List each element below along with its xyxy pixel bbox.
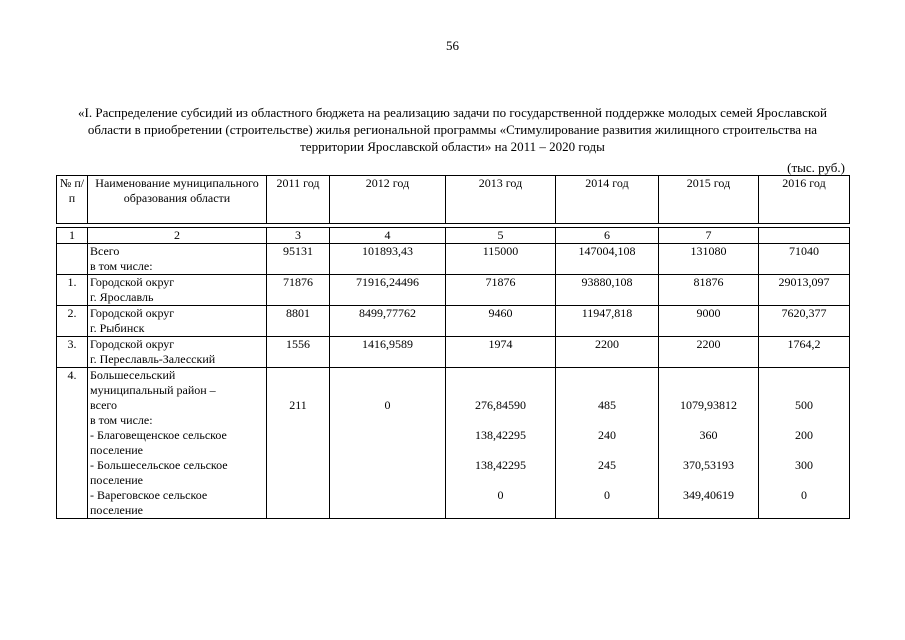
value-cell [759, 368, 850, 519]
row-number: 1. [57, 275, 88, 306]
value-line [332, 458, 443, 473]
value-line: 485 [598, 398, 616, 412]
document-title: «I. Распределение субсидий из областного бюджета на реализацию задачи по государственной поддержке молодых семей Ярославской области в приобретении (строительстве) жилья региональной программы «Стимулирование развития жилищного строительства на территории Ярославской области» на 2011 – 2020 годы [78, 105, 827, 154]
column-number-row [57, 228, 850, 244]
value-line: 0 [604, 488, 610, 502]
name-line: поселение [90, 443, 144, 457]
header-2012: 2012 год [330, 176, 446, 224]
header-2015: 2015 год [659, 176, 759, 224]
page-number: 56 [446, 38, 459, 53]
value-cell: 81876 [659, 275, 759, 306]
table-row [57, 306, 850, 337]
value-line: 138,42295 [475, 428, 526, 442]
value-line: 276,84590 [475, 398, 526, 412]
value-line [269, 458, 327, 473]
row-number: 3. [57, 337, 88, 368]
value-line: 349,40619 [683, 488, 734, 502]
header-2013: 2013 год [446, 176, 556, 224]
value-cell [659, 368, 759, 519]
value-line: 360 [699, 428, 718, 442]
value-cell: 2200 [659, 337, 759, 368]
header-num: № п/п [57, 176, 88, 224]
value-line: 0 [801, 488, 807, 502]
value-line [332, 488, 443, 503]
subsidy-table [56, 175, 850, 519]
header-2016: 2016 год [759, 176, 850, 224]
name-line: всего [90, 398, 118, 412]
table-row [57, 244, 850, 275]
colnum-cell: 1 [57, 228, 88, 244]
row-name [88, 368, 267, 519]
colnum-cell: 3 [267, 228, 330, 244]
value-cell: 1764,2 [759, 337, 850, 368]
row-number: 2. [57, 306, 88, 337]
value-cell [330, 368, 446, 519]
value-line: 1079,93812 [680, 398, 737, 412]
name-line: поселение [90, 503, 144, 517]
value-cell [446, 368, 556, 519]
header-2011: 2011 год [267, 176, 330, 224]
value-cell [267, 368, 330, 519]
value-cell: 71916,24496 [330, 275, 446, 306]
value-cell: 9000 [659, 306, 759, 337]
table-row [57, 368, 850, 519]
name-line: - Благовещенское сельское [90, 428, 227, 442]
name-line: - Вареговское сельское [90, 488, 208, 502]
name-line: в том числе: [90, 413, 153, 427]
value-cell: 7620,377 [759, 306, 850, 337]
value-cell: 11947,818 [556, 306, 659, 337]
row-number [57, 244, 88, 275]
value-cell: 71876 [267, 275, 330, 306]
value-line: 240 [598, 428, 616, 442]
value-cell: 1416,9589 [330, 337, 446, 368]
name-line: Большесельский [90, 368, 176, 382]
value-line: 300 [795, 458, 813, 472]
value-cell: 8499,77762 [330, 306, 446, 337]
value-line [269, 488, 327, 503]
value-line: 211 [289, 398, 307, 412]
colnum-cell [759, 228, 850, 244]
value-line: 0 [384, 398, 391, 412]
value-cell: 147004,108 [556, 244, 659, 275]
value-cell: 131080 [659, 244, 759, 275]
value-cell: 115000 [446, 244, 556, 275]
name-line: муниципальный район – [90, 383, 216, 397]
value-line: 200 [795, 428, 813, 442]
table-row [57, 337, 850, 368]
header-row [57, 176, 850, 224]
row-name: Городской округ г. Ярославль [88, 275, 267, 306]
value-cell: 93880,108 [556, 275, 659, 306]
header-2014: 2014 год [556, 176, 659, 224]
value-line: 500 [795, 398, 813, 412]
colnum-cell: 4 [330, 228, 446, 244]
value-cell: 101893,43 [330, 244, 446, 275]
value-cell: 1974 [446, 337, 556, 368]
value-cell: 9460 [446, 306, 556, 337]
value-line: 0 [497, 488, 504, 502]
colnum-cell: 6 [556, 228, 659, 244]
row-name: Городской округ г. Переславль-Залесский [88, 337, 267, 368]
value-cell: 29013,097 [759, 275, 850, 306]
value-line: 245 [598, 458, 616, 472]
units-label: (тыс. руб.) [787, 160, 845, 175]
value-cell: 95131 [267, 244, 330, 275]
value-line: 138,42295 [475, 458, 526, 472]
name-line: - Большесельское сельское [90, 458, 228, 472]
value-line: 370,53193 [683, 458, 734, 472]
row-name: Городской округ г. Рыбинск [88, 306, 267, 337]
value-cell: 8801 [267, 306, 330, 337]
value-line [332, 428, 443, 443]
value-cell: 71876 [446, 275, 556, 306]
value-cell: 2200 [556, 337, 659, 368]
table-row [57, 275, 850, 306]
row-name: Всего в том числе: [88, 244, 267, 275]
value-line [269, 428, 327, 443]
value-cell [556, 368, 659, 519]
name-line: поселение [90, 473, 144, 487]
colnum-cell: 2 [88, 228, 267, 244]
row-number: 4. [57, 368, 88, 519]
value-cell: 71040 [759, 244, 850, 275]
header-name: Наименование муниципального образования области [88, 176, 267, 224]
colnum-cell: 7 [659, 228, 759, 244]
colnum-cell: 5 [446, 228, 556, 244]
value-cell: 1556 [267, 337, 330, 368]
